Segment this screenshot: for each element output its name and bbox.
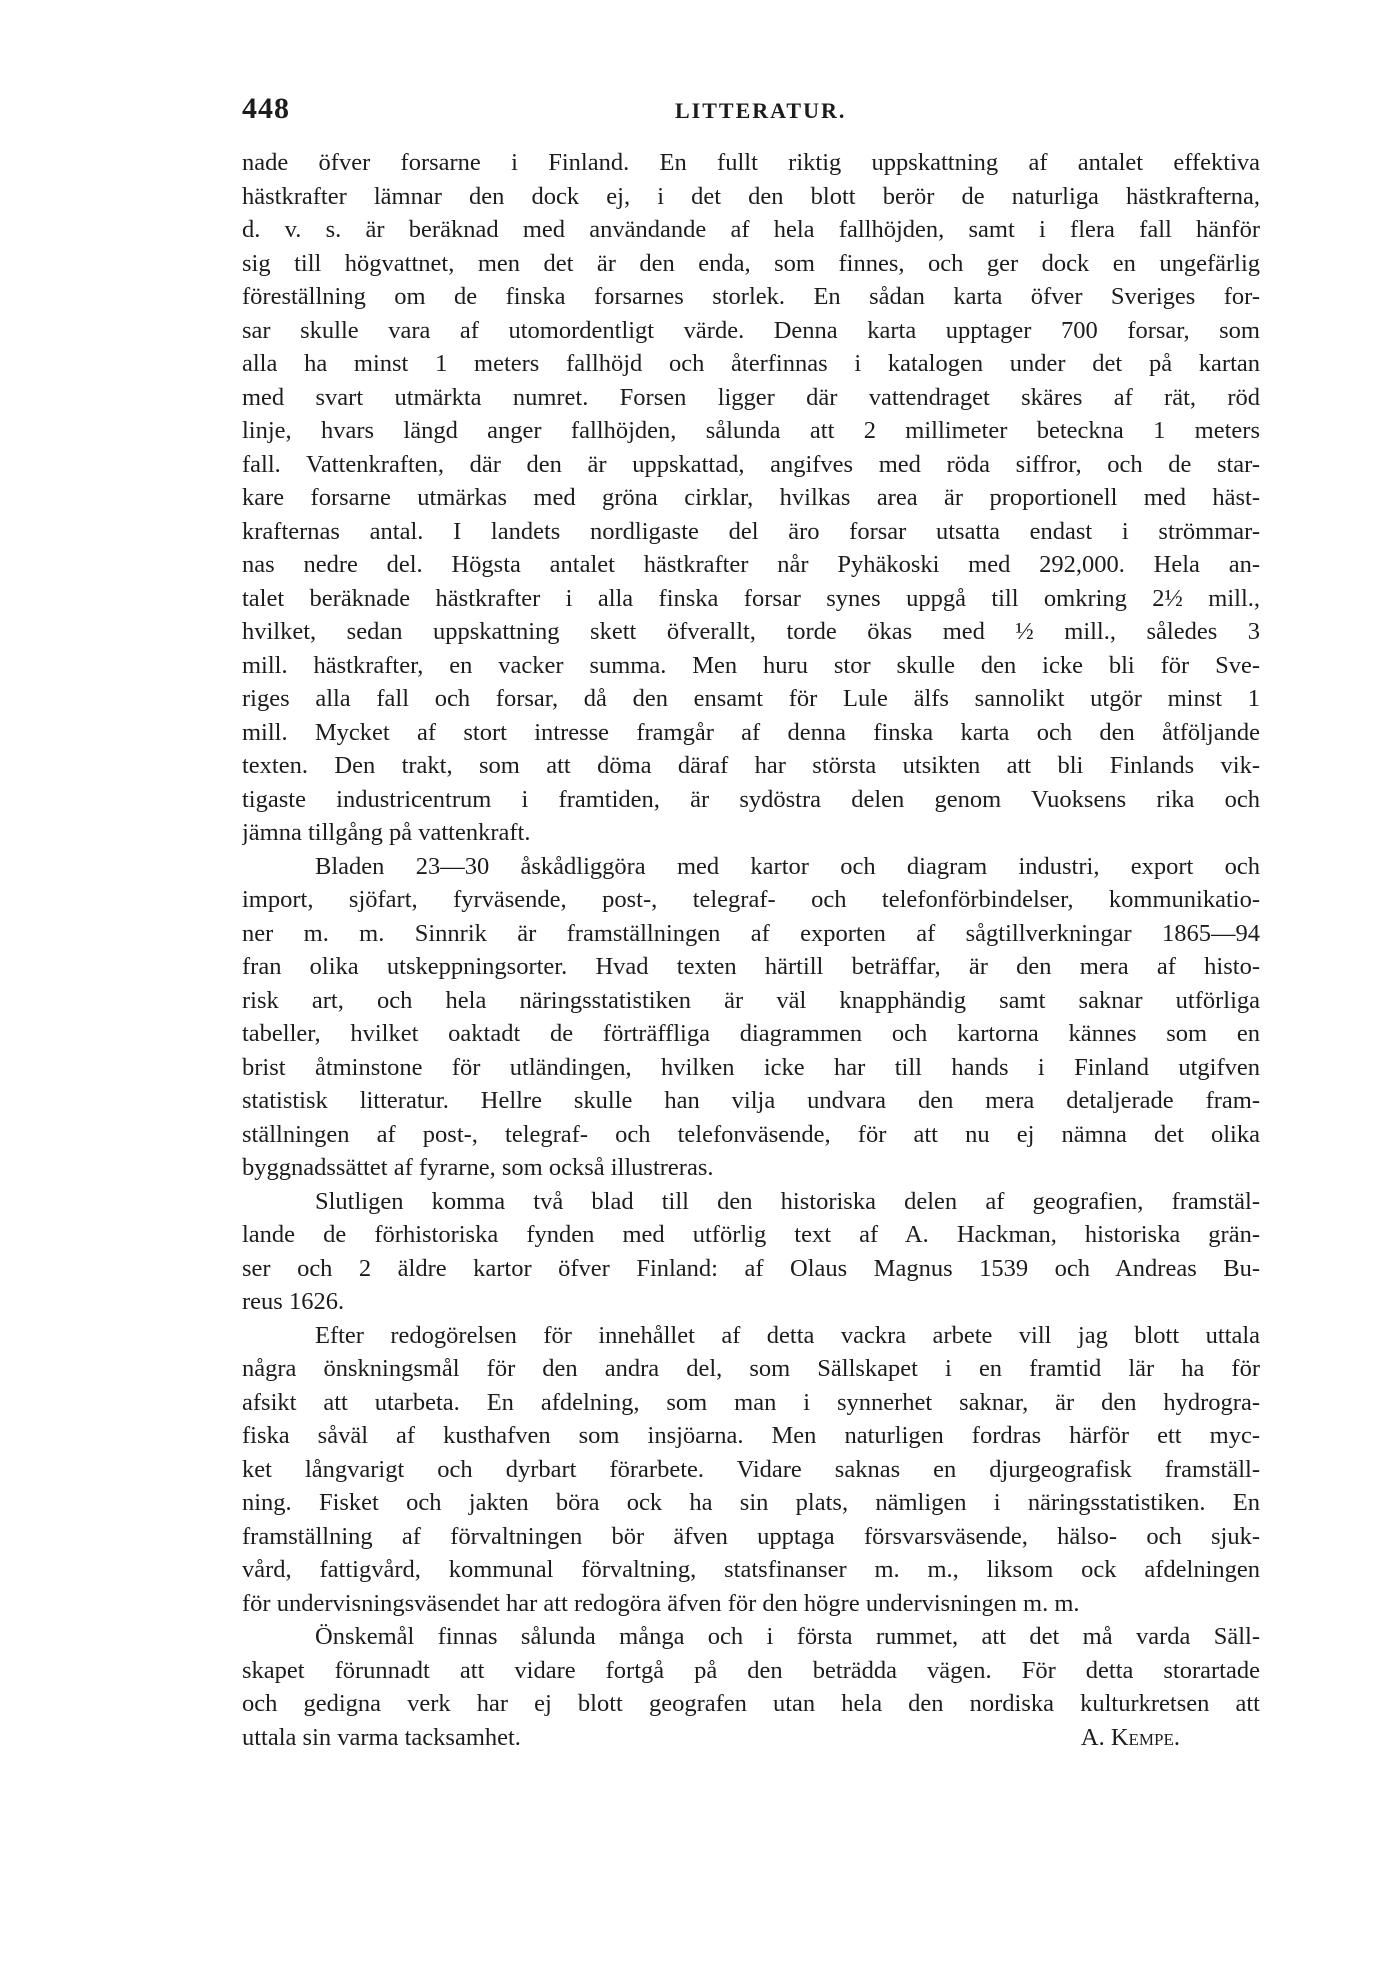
text-line: fiska såväl af kusthafven som insjöarna. Men naturligen fordras härför ett myc- <box>242 1422 1260 1449</box>
text-line: byggnadssättet af fyrarne, som också illustreras. <box>242 1154 714 1181</box>
text-line: ket långvarigt och dyrbart förarbete. Vidare saknas en djurgeografisk framställ- <box>242 1455 1260 1483</box>
text-line: mill. Mycket af stort intresse framgår af denna finska karta och den åtföljande <box>242 718 1260 746</box>
text-line: Bladen 23—30 åskådliggöra med kartor och diagram industri, export och <box>315 852 1260 880</box>
text-line: och gedigna verk har ej blott geografen utan hela den nordiska kulturkretsen att <box>242 1690 1260 1717</box>
text-line: Slutligen komma två blad till den historiska delen af geografien, framstäl- <box>315 1187 1260 1215</box>
text-line: talet beräknade hästkrafter i alla finska forsar synes uppgå till omkring 2½ mill., <box>242 584 1260 612</box>
text-line: linje, hvars längd anger fallhöjden, sålunda att 2 millimeter beteckna 1 meters <box>242 417 1260 444</box>
text-line: med svart utmärkta numret. Forsen ligger där vattendraget skäres af rät, röd <box>242 383 1260 411</box>
paragraph <box>242 850 1260 1185</box>
text-line: mill. hästkrafter, en vacker summa. Men huru stor skulle den icke bli för Sve- <box>242 651 1260 679</box>
text-line: hästkrafter lämnar den dock ej, i det den blott berör de naturliga hästkrafterna, <box>242 182 1260 210</box>
text-line: kare forsarne utmärkas med gröna cirklar, hvilkas area är proportionell med häst- <box>242 484 1260 511</box>
author-signature: A. Kempe. <box>1080 1723 1180 1751</box>
closing-text: uttala sin varma tacksamhet. <box>242 1723 521 1751</box>
text-line: ställningen af post-, telegraf- och telefonväsende, för att nu ej nämna det olika <box>242 1120 1260 1148</box>
text-line: statistisk litteratur. Hellre skulle han vilja undvara den mera detaljerade fram- <box>242 1087 1260 1114</box>
text-line: riges alla fall och forsar, då den ensamt för Lule älfs sannolikt utgör minst 1 <box>242 685 1260 712</box>
paragraph <box>242 146 1260 850</box>
text-line: Efter redogörelsen för innehållet af detta vackra arbete vill jag blott uttala <box>315 1321 1260 1349</box>
text-line: afsikt att utarbeta. En afdelning, som man i synnerhet saknar, är den hydrogra- <box>242 1388 1260 1416</box>
closing-line <box>242 1721 1260 1755</box>
text-line: några önskningsmål för den andra del, som Sällskapet i en framtid lär ha för <box>242 1355 1260 1382</box>
running-head: LITTERATUR. <box>675 98 847 123</box>
article-body <box>242 146 1260 1754</box>
text-line: fran olika utskeppningsorter. Hvad texten härtill beträffar, är den mera af histo- <box>242 953 1260 980</box>
paragraph <box>242 1620 1260 1721</box>
text-line: nade öfver forsarne i Finland. En fullt riktig uppskattning af antalet effektiva <box>242 149 1260 176</box>
text-line: risk art, och hela näringsstatistiken är väl knapphändig samt saknar utförliga <box>242 986 1260 1014</box>
text-line: fall. Vattenkraften, där den är uppskattad, angifves med röda siffror, och de star- <box>242 450 1260 478</box>
text-line: föreställning om de finska forsarnes storlek. En sådan karta öfver Sveriges for- <box>242 283 1260 310</box>
text-line: reus 1626. <box>242 1288 345 1315</box>
text-line: d. v. s. är beräknad med användande af hela fallhöjden, samt i flera fall hänför <box>242 216 1260 243</box>
text-line: sig till högvattnet, men det är den enda, som finnes, och ger dock en ungefärlig <box>242 249 1260 277</box>
text-line: import, sjöfart, fyrväsende, post-, telegraf- och telefonförbindelser, kommunikatio- <box>242 886 1260 913</box>
text-line: ner m. m. Sinnrik är framställningen af exporten af sågtillverkningar 1865—94 <box>242 919 1260 947</box>
text-line: tigaste industricentrum i framtiden, är sydöstra delen genom Vuoksens rika och <box>242 785 1260 813</box>
text-line: Önskemål finnas sålunda många och i första rummet, att det må varda Säll- <box>315 1623 1260 1650</box>
paragraph <box>242 1319 1260 1621</box>
text-line: texten. Den trakt, som att döma däraf har största utsikten att bli Finlands vik- <box>242 752 1260 779</box>
text-line: ser och 2 äldre kartor öfver Finland: af Olaus Magnus 1539 och Andreas Bu- <box>242 1254 1260 1282</box>
text-line: alla ha minst 1 meters fallhöjd och återfinnas i katalogen under det på kartan <box>242 350 1260 377</box>
page-number: 448 <box>242 92 290 125</box>
text-line: vård, fattigvård, kommunal förvaltning, statsfinanser m. m., liksom ock afdelningen <box>242 1556 1260 1583</box>
text-line: framställning af förvaltningen bör äfven upptaga försvarsväsende, hälso- och sjuk- <box>242 1522 1260 1550</box>
text-line: brist åtminstone för utländingen, hvilken icke har till hands i Finland utgifven <box>242 1053 1260 1081</box>
text-line: tabeller, hvilket oaktadt de förträffliga diagrammen och kartorna kännes som en <box>242 1020 1260 1047</box>
text-line: krafternas antal. I landets nordligaste del äro forsar utsatta endast i strömmar- <box>242 517 1260 545</box>
text-line: jämna tillgång på vattenkraft. <box>242 819 531 846</box>
text-line: skapet förunnadt att vidare fortgå på den beträdda vägen. För detta storartade <box>242 1656 1260 1684</box>
text-line: nas nedre del. Högsta antalet hästkrafter når Pyhäkoski med 292,000. Hela an- <box>242 551 1260 578</box>
text-line: lande de förhistoriska fynden med utförlig text af A. Hackman, historiska grän- <box>242 1221 1260 1248</box>
page-header <box>240 92 1260 132</box>
text-line: sar skulle vara af utomordentligt värde. Denna karta upptager 700 forsar, som <box>242 316 1260 344</box>
text-line: ning. Fisket och jakten böra ock ha sin plats, nämligen i näringsstatistiken. En <box>242 1489 1260 1516</box>
text-line: hvilket, sedan uppskattning skett öfverallt, torde ökas med ½ mill., således 3 <box>242 618 1260 645</box>
text-line: för undervisningsväsendet har att redogöra äfven för den högre undervisningen m. m. <box>242 1589 1080 1617</box>
paragraph <box>242 1185 1260 1319</box>
